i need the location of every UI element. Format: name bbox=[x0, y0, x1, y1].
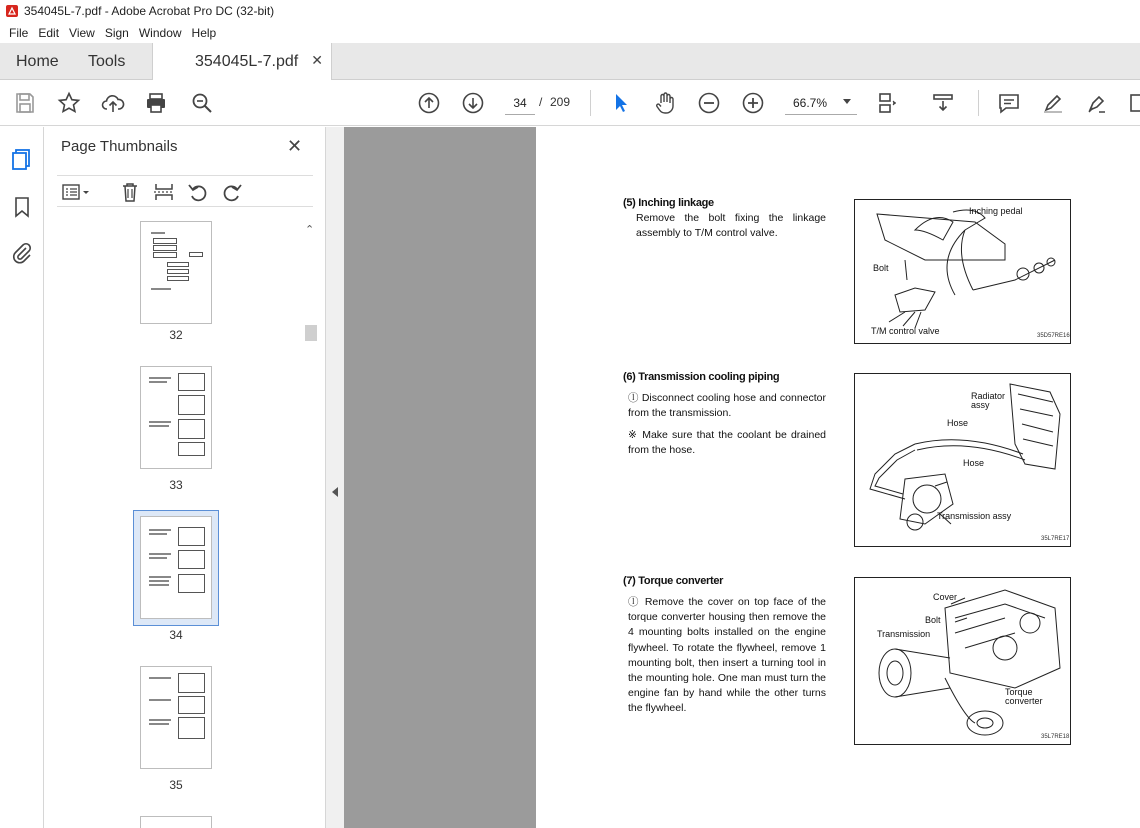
toolbar-divider bbox=[590, 90, 591, 116]
section-text: ⓛ Disconnect cooling hose and connector from the transmission. bbox=[628, 392, 826, 420]
menu-help[interactable]: Help bbox=[191, 25, 217, 40]
comment-icon[interactable] bbox=[996, 90, 1022, 116]
title-bar bbox=[0, 0, 1140, 22]
figure-callout: T/M control valve bbox=[871, 326, 940, 336]
page-thumbnail-32[interactable] bbox=[140, 221, 212, 324]
window-title: 354045L-7.pdf - Adobe Acrobat Pro DC (32-bit) bbox=[24, 4, 275, 18]
section-text: ⓛ Remove the cover on top face of the torque converter housing then remove the 4 mounting bolts installed on the engine flywheel. To rotate the flywheel, remove 1 mounting bolt, then insert a turning tool in the mounting hole. One man must turn the engine fan by hand while the other turns the flywheel. bbox=[628, 596, 826, 715]
highlight-pen-icon[interactable] bbox=[1040, 90, 1066, 116]
previous-page-icon[interactable] bbox=[416, 90, 442, 116]
toolbar-divider bbox=[978, 90, 979, 116]
document-viewport[interactable] bbox=[344, 127, 1140, 828]
thumbnail-list bbox=[45, 221, 303, 828]
select-cursor-icon[interactable] bbox=[608, 90, 634, 116]
figure-callout: Hose bbox=[963, 458, 985, 468]
thumbnail-label: 33 bbox=[169, 478, 183, 492]
figure-code: 35D57RE16 bbox=[1037, 333, 1070, 339]
print-icon[interactable] bbox=[143, 90, 169, 116]
tab-document-label: 354045L-7.pdf bbox=[195, 53, 299, 70]
thumbnail-scrollbar[interactable] bbox=[303, 221, 317, 828]
delete-page-icon[interactable] bbox=[119, 181, 141, 203]
thumbnail-toolbar bbox=[57, 175, 313, 207]
fit-page-icon[interactable] bbox=[874, 90, 900, 116]
tab-document[interactable] bbox=[152, 43, 332, 81]
page-thumbnails-icon[interactable] bbox=[10, 147, 34, 171]
zoom-level-select[interactable] bbox=[785, 91, 857, 115]
attachment-icon[interactable] bbox=[10, 241, 34, 265]
total-pages: 209 bbox=[550, 95, 571, 109]
collapse-panel-icon[interactable] bbox=[332, 487, 338, 497]
tab-bar bbox=[0, 43, 1140, 80]
page-thumbnail-36[interactable] bbox=[140, 816, 212, 828]
section-title: (6) Transmission cooling piping bbox=[623, 371, 780, 383]
rotate-counterclockwise-icon[interactable] bbox=[187, 181, 209, 203]
panel-splitter[interactable] bbox=[325, 127, 344, 828]
tab-tools[interactable]: Tools bbox=[88, 52, 126, 70]
figure-callout: Radiator assy bbox=[971, 391, 1006, 410]
insert-page-icon[interactable] bbox=[153, 181, 175, 203]
menu-edit[interactable]: Edit bbox=[38, 25, 60, 40]
zoom-search-icon[interactable] bbox=[189, 90, 215, 116]
page-thumbnail-35[interactable] bbox=[140, 666, 212, 769]
main-toolbar bbox=[0, 80, 1140, 126]
figure-callout: Torque converter bbox=[1005, 687, 1043, 706]
page-thumbnail-33[interactable] bbox=[140, 366, 212, 469]
page-number-input[interactable]: 34 bbox=[505, 91, 535, 115]
section-title: (5) Inching linkage bbox=[623, 197, 714, 209]
options-menu-icon[interactable] bbox=[61, 181, 91, 203]
zoom-level-value: 66.7% bbox=[793, 95, 828, 110]
figure-transmission-cooling bbox=[854, 373, 1071, 547]
save-icon[interactable] bbox=[12, 90, 38, 116]
menu-sign[interactable]: Sign bbox=[104, 25, 129, 40]
figure-callout: Inching pedal bbox=[969, 206, 1023, 216]
upload-cloud-icon[interactable] bbox=[100, 90, 126, 116]
next-page-icon[interactable] bbox=[460, 90, 486, 116]
menu-view[interactable]: View bbox=[69, 25, 95, 40]
close-tab-icon[interactable]: ✕ bbox=[311, 52, 323, 68]
thumbnail-label: 32 bbox=[169, 328, 183, 342]
thumbnail-label: 35 bbox=[169, 778, 183, 792]
figure-torque-converter bbox=[854, 577, 1071, 745]
left-navigation-rail bbox=[0, 127, 44, 828]
zoom-in-icon[interactable] bbox=[740, 90, 766, 116]
page-thumbnails-panel bbox=[45, 127, 325, 828]
chevron-down-icon bbox=[843, 99, 851, 104]
pdf-page bbox=[536, 127, 1140, 828]
star-icon[interactable] bbox=[56, 90, 82, 116]
menu-file[interactable]: File bbox=[9, 25, 29, 40]
page-thumbnail-34[interactable] bbox=[140, 516, 212, 619]
hand-tool-icon[interactable] bbox=[652, 90, 678, 116]
figure-callout: Bolt bbox=[925, 615, 941, 625]
panel-title: Page Thumbnails bbox=[61, 138, 178, 155]
close-panel-icon[interactable]: ✕ bbox=[287, 136, 303, 156]
section-text: Remove the bolt fixing the linkage assembly to T/M control valve. bbox=[636, 212, 826, 240]
section-text: ※ Make sure that the coolant be drained from the hose. bbox=[628, 429, 826, 457]
menu-bar bbox=[0, 22, 1140, 43]
menu-window[interactable]: Window bbox=[138, 25, 182, 40]
figure-callout: Hose bbox=[947, 418, 969, 428]
figure-inching-linkage bbox=[854, 199, 1071, 344]
scroll-up-icon[interactable]: ⌃ bbox=[305, 224, 315, 236]
figure-callout: Transmission assy bbox=[937, 511, 1012, 521]
page-separator: / bbox=[539, 95, 543, 109]
rotate-clockwise-icon[interactable] bbox=[221, 181, 243, 203]
zoom-out-icon[interactable] bbox=[696, 90, 722, 116]
thumbnail-label: 34 bbox=[169, 628, 183, 642]
figure-callout: Bolt bbox=[873, 263, 889, 273]
scrollbar-thumb[interactable] bbox=[305, 325, 317, 341]
section-title: (7) Torque converter bbox=[623, 575, 724, 587]
figure-code: 35L7RE18 bbox=[1041, 734, 1070, 740]
scroll-mode-icon[interactable] bbox=[930, 90, 956, 116]
figure-callout: Cover bbox=[933, 592, 958, 602]
figure-code: 35L7RE17 bbox=[1041, 536, 1070, 542]
bookmark-icon[interactable] bbox=[10, 195, 34, 219]
tab-home[interactable]: Home bbox=[16, 52, 59, 70]
figure-callout: Transmission bbox=[877, 629, 931, 639]
torque-converter-drawing bbox=[855, 578, 1071, 745]
more-tools-icon[interactable] bbox=[1124, 90, 1140, 116]
sign-pen-icon[interactable] bbox=[1084, 90, 1110, 116]
acrobat-app-icon bbox=[6, 5, 18, 17]
